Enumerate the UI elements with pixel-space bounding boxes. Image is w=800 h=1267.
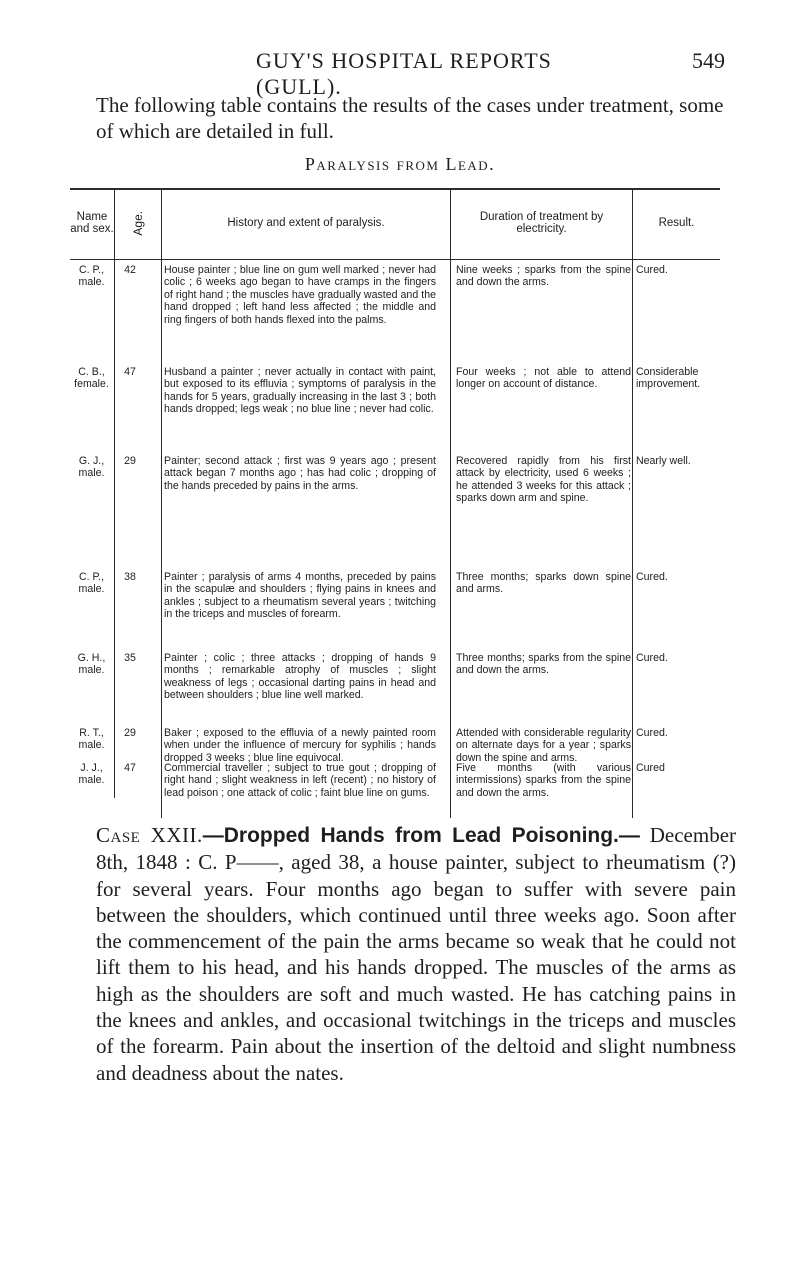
- cell-result: Nearly well.: [636, 455, 691, 467]
- cell-history: Husband a painter ; never actually in contact with paint, but exposed to its effluvia ; symptoms of paralysis in the hands for 5 years, gradually increasing in the last 3 ; both hands dropped; legs weak ; no blue line ; never had colic.: [164, 366, 436, 416]
- cell-name: C. P., male.: [78, 571, 105, 596]
- header-name: Name and sex.: [70, 210, 114, 235]
- header-age: [115, 188, 161, 258]
- cell-duration: Four weeks ; not able to attend longer on account of distance.: [456, 366, 631, 391]
- case-label: Case XXII.: [96, 823, 203, 847]
- cell-name: J. J., male.: [78, 762, 105, 787]
- header-duration: Duration of treatment by electricity.: [479, 210, 604, 235]
- cell-age: 47: [124, 366, 136, 378]
- cell-duration: Recovered rapidly from his first attack by electricity, used 6 weeks ; he attended 3 weeks for this attack ; sparks down arm and spine.: [456, 455, 631, 505]
- cell-history: Painter ; paralysis of arms 4 months, preceded by pains in the scapulæ and shoulders ; flying pains in knees and ankles ; subject to a rheumatism several years ; twitching in the triceps and muscles of forearm.: [164, 571, 436, 621]
- cell-age: 38: [124, 571, 136, 583]
- cell-name: G. H., male.: [77, 652, 106, 677]
- running-head: GUY'S HOSPITAL REPORTS (GULL).: [256, 48, 552, 99]
- cell-age: 35: [124, 652, 136, 664]
- cell-name: C. B., female.: [74, 366, 109, 391]
- cell-result: Cured.: [636, 652, 668, 664]
- header-history: History and extent of paralysis.: [227, 216, 385, 229]
- column-rule: [114, 188, 115, 798]
- case-text: December 8th, 1848 : C. P——, aged 38, a house painter, subject to rheumatism (?) for several years. Four months ago began to suffer with severe pain between the shoulders, which continued until three weeks ago. Soon after the commencement of the pain the arms became so weak that he could not lift them to his head, and his hands dropped. The muscles of the arms as high as the shoulders are soft and much wasted. He has catching pains in the knees and ankles, and occasional twitchings in the triceps and muscles of the forearm. Pain about the insertion of the deltoid and slight numbness and deadness about the nates.: [96, 823, 737, 1085]
- cell-duration: Nine weeks ; sparks from the spine and down the arms.: [456, 264, 631, 289]
- cell-duration: Three months; sparks from the spine and down the arms.: [456, 652, 631, 677]
- cell-duration: Attended with considerable regularity on alternate days for a year ; sparks down the spine and arms.: [456, 727, 631, 764]
- column-rule: [632, 188, 633, 818]
- column-rule: [450, 188, 451, 818]
- cell-history: Painter ; colic ; three attacks ; dropping of hands 9 months ; remarkable atrophy of muscles ; slight weakness of legs ; occasional darting pains in head and between shoulders ; blue line well marked.: [164, 652, 436, 702]
- intro-paragraph: The following table contains the results of the cases under treatment, some of which are detailed in full.: [96, 93, 724, 143]
- cell-age: 47: [124, 762, 136, 774]
- cell-duration: Three months; sparks down spine and arms.: [456, 571, 631, 596]
- cell-name: C. P., male.: [78, 264, 105, 289]
- column-rule: [161, 188, 162, 818]
- cell-name: G. J., male.: [78, 455, 105, 480]
- cell-age: 29: [124, 727, 136, 739]
- cell-history: Commercial traveller ; subject to true gout ; dropping of right hand ; slight weakness in left (recent) ; no history of lead poison ; one attack of colic ; faint blue line on gums.: [164, 762, 436, 799]
- case-title: —Dropped Hands from Lead Poisoning.—: [202, 824, 640, 847]
- cell-history: House painter ; blue line on gum well marked ; never had colic ; 6 weeks ago began to have cramps in the fingers of right hand ; the muscles have gradually wasted and the hand dropped ; left hand less affected ; the middle and ring fingers of both hands flexed into the palms.: [164, 264, 436, 326]
- page-number: 549: [692, 48, 725, 73]
- cell-result: Considerable improvement.: [636, 366, 701, 391]
- cell-result: Cured.: [636, 727, 668, 739]
- cell-result: Cured.: [636, 571, 668, 583]
- header-bottom-rule: [70, 259, 720, 260]
- header-result: Result.: [658, 216, 695, 229]
- cell-name: R. T., male.: [78, 727, 105, 752]
- cell-history: Baker ; exposed to the effluvia of a newly painted room when under the influence of mercury for syphilis ; hands dropped 3 weeks ; blue line equivocal.: [164, 727, 436, 764]
- case-paragraph: [96, 822, 736, 1086]
- results-table: [70, 188, 720, 818]
- cell-result: Cured.: [636, 264, 668, 276]
- cell-age: 29: [124, 455, 136, 467]
- cell-duration: Five months (with various intermissions) sparks from the spine and down the arms.: [456, 762, 631, 799]
- cell-history: Painter; second attack ; first was 9 years ago ; present attack began 7 months ago ; has had colic ; dropping of the hands preceded by pains in the arms.: [164, 455, 436, 492]
- cell-result: Cured: [636, 762, 665, 774]
- table-title: Paralysis from Lead.: [304, 154, 496, 174]
- cell-age: 42: [124, 264, 136, 276]
- header-age-label: Age.: [130, 210, 145, 236]
